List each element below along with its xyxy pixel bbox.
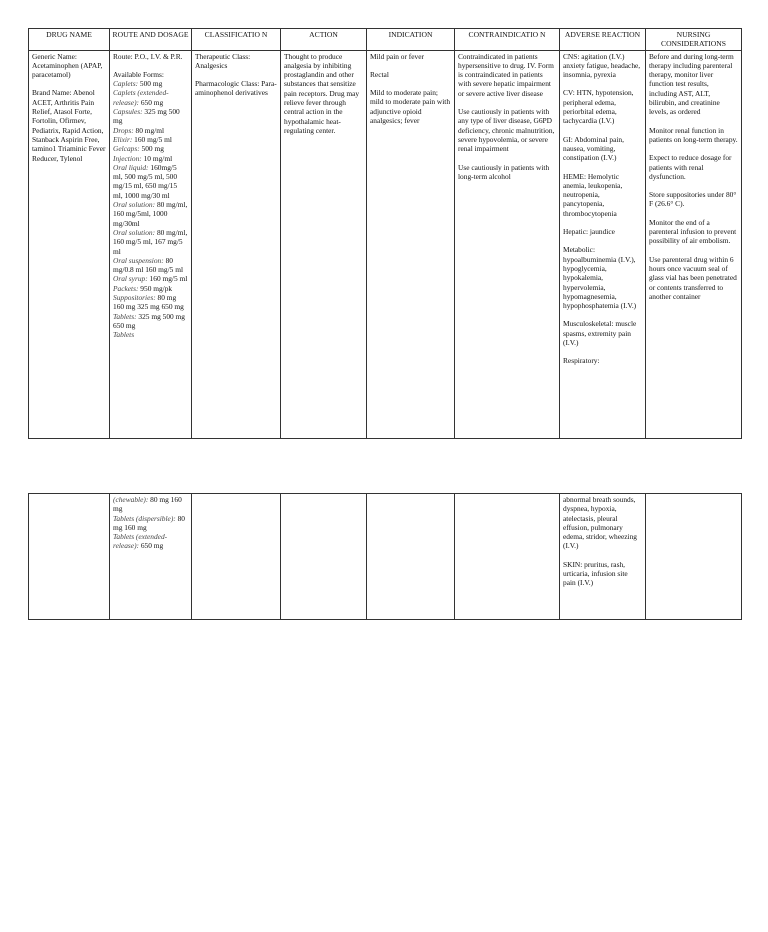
indication-item: Rectal (370, 69, 389, 79)
dosage-form-value: 160 mg/5 ml (132, 134, 172, 144)
adverse-item: CV: HTN, hypotension, peripheral edema, periorbital edema, tachycardia (I.V.) (563, 88, 634, 126)
indication-item: Mild to moderate pain; mild to moderate pain with adjunctive opioid analgesics; fever (370, 88, 451, 126)
table-row (29, 50, 742, 438)
dosage-form (113, 126, 188, 135)
classification-cell (192, 50, 281, 438)
dosage-form-value: 80 mg/0.8 ml 160 mg/5 ml (113, 255, 184, 275)
contraindication-cell (455, 50, 560, 438)
forms-list (113, 79, 188, 339)
generic-name: Generic Name: Acetaminophen (APAP, paracetamol) (32, 51, 103, 80)
dosage-form (113, 312, 188, 331)
dosage-form-value: 325 mg 500 mg (113, 107, 180, 126)
dosage-form (113, 144, 188, 153)
dosage-form-value: 950 mg/pk (138, 283, 173, 293)
dosage-form-label: Oral suspension: (113, 255, 164, 265)
header-route-dosage: ROUTE AND DOSAGE (110, 29, 192, 51)
dosage-form-value: 10 mg/ml (141, 153, 173, 163)
dosage-form-label: Tablets (extended-release): (113, 532, 168, 551)
dosage-form-label: Elixir: (113, 134, 133, 144)
dosage-form-value: 80 mg/ml (133, 125, 165, 135)
drug-name-cell (29, 494, 110, 620)
nursing-cell (646, 494, 742, 620)
indication-item: Mild pain or fever (370, 51, 424, 61)
dosage-form-value: 80 mg 160 mg (113, 495, 182, 514)
drug-table-page1 (28, 28, 742, 439)
contraindication-item: Use cautiously in patients with long-term alcohol (458, 162, 550, 181)
dosage-form (113, 163, 188, 200)
nursing-cell (646, 50, 742, 438)
dosage-form-label: Drops: (113, 125, 134, 135)
dosage-form (113, 514, 188, 533)
dosage-form-value: 650 mg (139, 541, 164, 551)
adverse-reaction-cell (560, 494, 646, 620)
adverse-item: Respiratory: (563, 356, 600, 366)
adverse-item: SKIN: pruritus, rash, urticaria, infusion site pain (I.V.) (563, 559, 628, 588)
dosage-form (113, 107, 188, 126)
adverse-item: HEME: Hemolytic anemia, leukopenia, neutropenia, pancytopenia, thrombocytopenia (563, 171, 623, 218)
dosage-form-label: Packets: (113, 283, 139, 293)
indication-cell (367, 50, 455, 438)
adverse-item: GI: Abdominal pain, nausea, vomiting, constipation (I.V.) (563, 134, 624, 163)
dosage-form-value: 650 mg (139, 97, 164, 107)
dosage-form-label: Tablets (113, 330, 135, 340)
header-action: ACTION (281, 29, 367, 51)
dosage-form-value: 500 mg (139, 144, 164, 154)
dosage-form-value: 325 mg 500 mg 650 mg (113, 311, 185, 330)
header-nursing: NURSING CONSIDERATIONS (646, 29, 742, 51)
nursing-item: Expect to reduce dosage for patients with renal dysfunction. (649, 153, 732, 181)
route-dosage-cell (110, 50, 192, 438)
nursing-item: Before and during long-term therapy including parenteral therapy, monitor liver function test results, including AST, ALT, bilirubin, and creatinine levels, as ordered (649, 51, 734, 117)
dosage-form-label: (chewable): (113, 495, 149, 504)
header-adverse-reaction: ADVERSE REACTION (560, 29, 646, 51)
dosage-form (113, 135, 188, 144)
dosage-form-label: Gelcaps: (113, 144, 140, 154)
dosage-form-label: Caplets (extended-release): (113, 88, 169, 107)
dosage-form (113, 495, 188, 514)
dosage-form (113, 330, 188, 339)
brand-names: Brand Name: Abenol ACET, Arthritis Pain Relief, Atasol Forte, Fortolin, Ofirmev, Pediatrix, Rapid Action, Stanback Aspirin Free, tamino1 Triaminic Fever Reducer, Tylenol (32, 88, 106, 163)
nursing-item: Store suppositories under 80° F (26.6° C). (649, 190, 737, 209)
dosage-form (113, 228, 188, 256)
dosage-form (113, 256, 188, 275)
dosage-form-label: Tablets: (113, 311, 137, 321)
dosage-form-value: 160mg/5 ml, 500 mg/5 ml, 500 mg/15 ml, 650 mg/15 ml, 1000 mg/30 ml (113, 162, 178, 200)
dosage-form-label: Oral liquid: (113, 162, 149, 172)
classification-cell (192, 494, 281, 620)
dosage-form (113, 88, 188, 107)
dosage-form-label: Oral solution: (113, 200, 156, 210)
drug-table-page2 (28, 493, 742, 620)
table-row (29, 494, 742, 620)
indication-cell (367, 494, 455, 620)
adverse-item: abnormal breath sounds, dyspnea, hypoxia, atelectasis, pleural effusion, pulmonary edema, stridor, wheezing (I.V.) (563, 495, 637, 551)
nursing-item: Monitor renal function in patients on long-term therapy. (649, 125, 738, 144)
dosage-form (113, 532, 188, 551)
dosage-form (113, 293, 188, 312)
header-indication: INDICATION (367, 29, 455, 51)
nursing-item: Monitor the end of a parenteral infusion to prevent possibility of air embolism. (649, 217, 737, 246)
dosage-form-value: 80 mg/ml, 160 mg/5ml, 1000 mg/30ml (113, 200, 188, 228)
dosage-form (113, 154, 188, 163)
dosage-form-value: 80 mg 160 mg (113, 513, 186, 532)
header-contraindication: CONTRAINDICATIO N (455, 29, 560, 51)
dosage-form-value: 160 mg/5 ml (147, 274, 188, 284)
dosage-form-value: 80 mg 160 mg 325 mg 650 mg (113, 293, 184, 312)
route-dosage-cell (110, 494, 192, 620)
dosage-form-label: Tablets (dispersible): (113, 513, 176, 523)
drug-name-cell (29, 50, 110, 438)
contraindication-item: Use cautiously in patients with any type of liver disease, G6PD deficiency, chronic malnutrition, severe hypovolemia, or severe renal impairment (458, 107, 555, 154)
nursing-item: Use parenteral drug within 6 hours once vacuum seal of glass vial has been penetrated or contents transferred to another container (649, 254, 737, 301)
routes: Route: P.O., I.V. & P.R. (113, 51, 183, 61)
header-row (29, 29, 742, 51)
dosage-form (113, 200, 188, 228)
dosage-form (113, 274, 188, 283)
dosage-form-label: Caplets: (113, 79, 139, 89)
dosage-form-label: Suppositories: (113, 293, 156, 303)
dosage-form-label: Oral solution: (113, 227, 156, 237)
therapeutic-class: Therapeutic Class: Analgesics (195, 51, 251, 70)
header-drug-name: DRUG NAME (29, 29, 110, 51)
action-text: Thought to produce analgesia by inhibiting prostaglandin and other substances that sensitize pain receptors. Drug may relieve fever through central action in the hypothalamic heat-regulating center. (284, 51, 360, 135)
dosage-form-label: Oral syrup: (113, 274, 148, 284)
action-cell (281, 50, 367, 438)
action-cell (281, 494, 367, 620)
adverse-item: Musculoskeletal: muscle spasms, extremity pain (I.V.) (563, 319, 637, 348)
dosage-form-label: Injection: (113, 153, 142, 163)
adverse-item: Hepatic: jaundice (563, 227, 615, 237)
dosage-form-label: Capsules: (113, 107, 143, 117)
adverse-item: Metabolic: hypoalbuminemia (I.V.), hypoglycemia, hypokalemia, hypervolemia, hypomagnesemia, hypophosphatemia (I.V.) (563, 245, 637, 311)
dosage-form (113, 284, 188, 293)
header-classification: CLASSIFICATIO N (192, 29, 281, 51)
adverse-item: CNS: agitation (I.V.) anxiety fatigue, headache, insomnia, pyrexia (563, 51, 641, 80)
pharmacologic-class: Pharmacologic Class: Para-aminophenol derivatives (195, 79, 277, 98)
contraindication-item: Contraindicated in patients hypersensitive to drug. IV. Form is contraindicated in patients with severe hepatic impairment or severe active liver disease (458, 51, 554, 98)
dosage-form-value: 500 mg (138, 79, 163, 89)
dosage-form-value: 80 mg/ml, 160 mg/5 ml, 167 mg/5 ml (113, 227, 188, 256)
forms-list-cont (113, 495, 188, 551)
contraindication-cell (455, 494, 560, 620)
dosage-form (113, 79, 188, 88)
adverse-reaction-cell (560, 50, 646, 438)
forms-title: Available Forms: (113, 69, 164, 79)
